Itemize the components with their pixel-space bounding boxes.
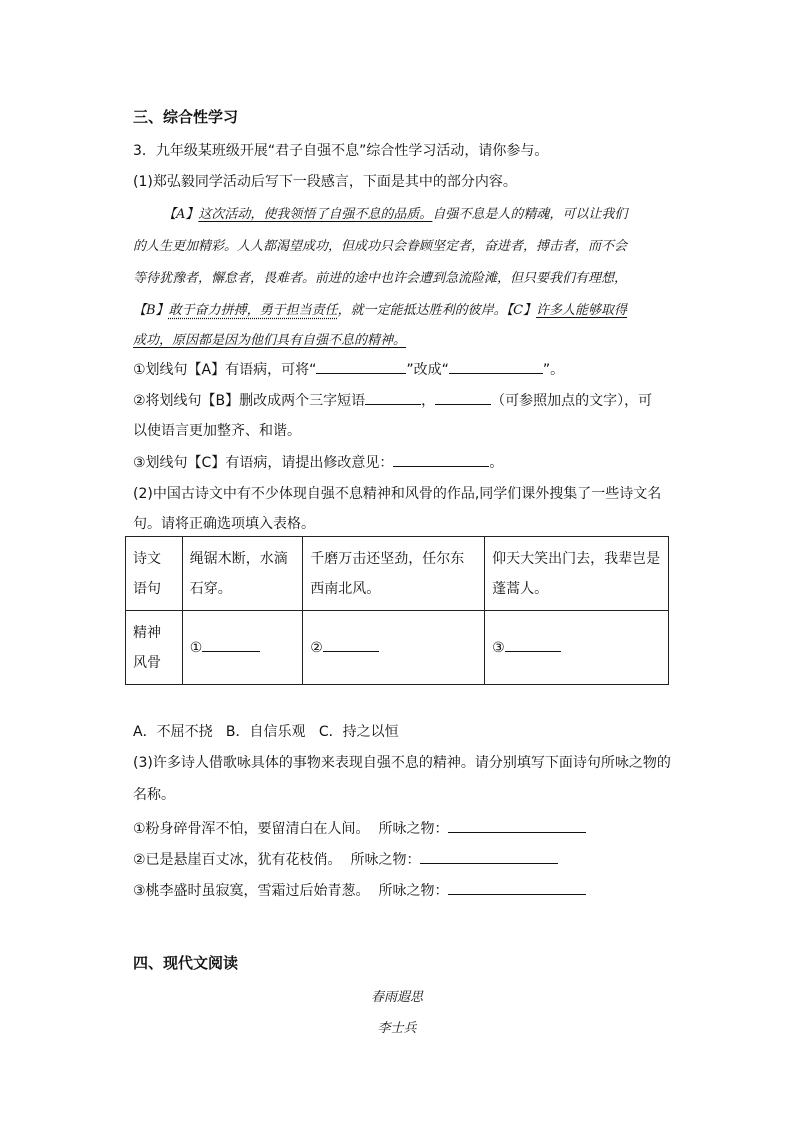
subquestion-3 [133,452,503,473]
subquestion-1-prefix: ①划线句【A】有语病，可将“ [133,362,317,378]
poem-item [133,880,586,901]
subquestion-3-prefix: ③划线句【C】有语病，请提出修改意见： [133,455,394,471]
subquestion-2-line-2: 以使语言更加整齐、和谐。 [133,423,301,439]
answer-blank-revised[interactable] [449,359,543,374]
passage-line-1 [133,204,663,225]
poem-item-label: 所咏之物： [350,852,421,868]
sentence-c-end: 成功，原因都是因为他们具有自强不息的精神。 [133,333,407,348]
passage-line-2: 的人生更加精彩。人人都渴望成功，但成功只会眷顾坚定者，奋进者，搏击者，而不会 [133,239,628,254]
label-a: 【A】 [163,207,199,222]
poem-cell: 千磨万击还坚劲，任尔东西南北风。 [303,537,485,611]
subquestion-3-suffix: 。 [489,455,504,471]
answer-blank-original[interactable] [316,359,406,374]
row-header-poems: 诗文语句 [126,537,183,611]
row-header-spirit: 精神风骨 [126,611,183,685]
question3-intro: 3．九年级某班级开展“君子自强不息”综合性学习活动，请你参与。 [133,143,549,159]
passage-line-4 [133,300,663,321]
answer-blank-spirit-1[interactable] [202,637,260,652]
poem-table [125,536,669,685]
question3-2-line-1: (2)中国古诗文中有不少体现自强不息精神和风骨的作品,同学们课外搜集了一些诗文名 [133,486,662,502]
article-title: 春雨遐思 [370,990,423,1005]
answer-cell [303,611,485,685]
poem-cell: 绳锯木断，水滴石穿。 [182,537,303,611]
answer-cell [182,611,303,685]
answer-blank-phrase-2[interactable] [435,390,491,405]
sentence-b: 敢于奋力拼搏，勇于担当责任 [168,303,338,318]
question3-1-intro: (1)郑弘毅同学活动后写下一段感言，下面是其中的部分内容。 [133,174,517,190]
answer-blank-spirit-2[interactable] [323,637,379,652]
question3-3-line-2: 名称。 [133,787,175,803]
question3-2-line-2: 句。请将正确选项填入表格。 [133,516,315,532]
sentence-c-start: 许多人能够取得 [536,303,628,318]
poem-item-text: ③桃李盛时虽寂寞，雪霜过后始青葱。 [133,883,370,899]
section3-title: 三、综合性学习 [133,108,239,126]
subquestion-2 [133,390,652,411]
subquestion-2-suffix: （可参照加点的文字），可 [491,393,653,409]
passage-text: 自强不息是人的精魂，可以让我们 [432,207,628,222]
question3-3-line-1: (3)许多诗人借歌咏具体的事物来表现自强不息的精神。请分别填写下面诗句所咏之物的 [133,755,671,771]
label-b: 【B】 [133,303,169,318]
passage-line-3: 等待犹豫者，懈怠者，畏难者。前进的途中也许会遭到急流险滩，但只要我们有理想， [133,271,628,286]
poem-item [133,818,586,839]
article-author: 李士兵 [377,1021,417,1036]
poem-item-label: 所咏之物： [378,821,449,837]
section4-title: 四、现代文阅读 [133,954,239,972]
table-row [126,537,669,611]
answer-cell [485,611,669,685]
answer-blank-object-3[interactable] [448,880,586,895]
blank-number: ② [310,639,323,656]
answer-blank-object-1[interactable] [448,818,586,833]
poem-cell: 仰天大笑出门去，我辈岂是蓬蒿人。 [485,537,669,611]
table-row [126,611,669,685]
subquestion-1 [133,359,564,380]
poem-item-text: ②已是悬崖百丈冰，犹有花枝俏。 [133,852,342,868]
blank-number: ① [189,639,203,656]
subquestion-1-suffix: ”。 [542,362,565,378]
poem-item-text: ①粉身碎骨浑不怕，要留清白在人间。 [133,821,370,837]
options-line: A．不屈不挠 B．自信乐观 C．持之以恒 [133,724,399,740]
answer-blank-object-2[interactable] [420,849,558,864]
answer-blank-phrase-1[interactable] [365,390,421,405]
answer-blank-spirit-3[interactable] [505,637,561,652]
poem-item [133,849,558,870]
sentence-a: 这次活动，使我领悟了自强不息的品质。 [198,207,433,222]
passage-text: ，就一定能抵达胜利的彼岸。 [337,303,507,318]
poem-item-label: 所咏之物： [378,883,449,899]
passage-line-5 [133,330,663,351]
subquestion-1-mid: ”改成“ [406,362,449,378]
blank-number: ③ [492,639,505,656]
subquestion-2-prefix: ②将划线句【B】删改成两个三字短语 [133,393,366,409]
answer-blank-suggestion[interactable] [393,452,489,467]
label-c: 【C】 [506,303,537,318]
subquestion-2-comma: ， [421,393,436,409]
